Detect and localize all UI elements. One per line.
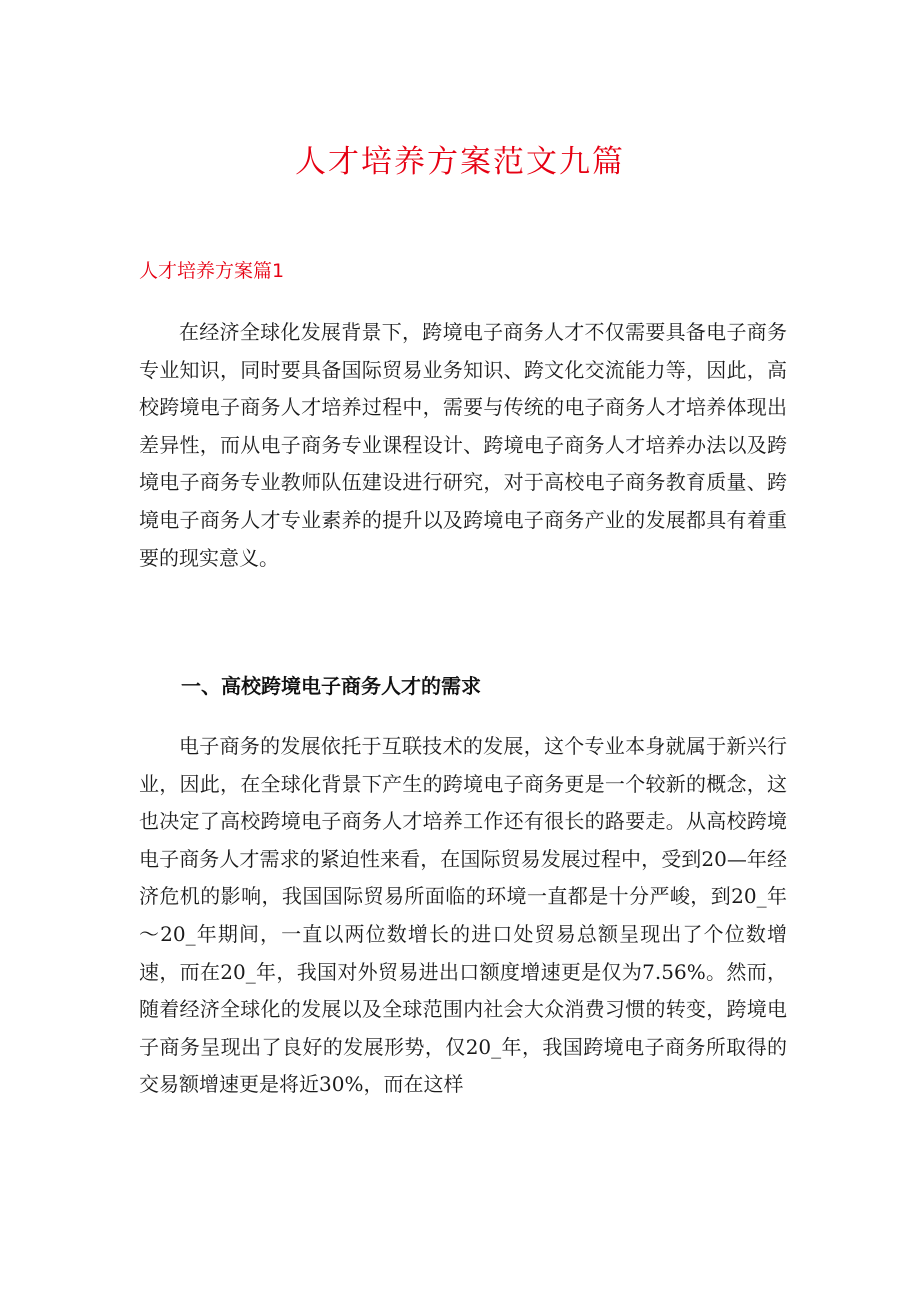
body-paragraph-demand: 电子商务的发展依托于互联技术的发展，这个专业本身就属于新兴行业，因此，在全球化背景下产生的跨境电子商务更是一个较新的概念，这也决定了高校跨境电子商务人才培养工作还有很长的路要走。从高校跨境电子商务人才需求的紧迫性来看，在国际贸易发展过程中，受到20—年经济危机的影响，我国国际贸易所面临的环境一直都是十分严峻，到20_年～20_年期间，一直以两位数增长的进口处贸易总额呈现出了个位数增速，而在20_年，我国对外贸易进出口额度增速更是仅为7.56%。然而，随着经济全球化的发展以及全球范围内社会大众消费习惯的转变，跨境电子商务呈现出了良好的发展形势，仅20_年，我国跨境电子商务所取得的交易额增速更是将近30%，而在这样 [139,734,787,1097]
section-heading: 人才培养方案篇1 [139,260,285,282]
body-paragraph-intro: 在经济全球化发展背景下，跨境电子商务人才不仅需要具备电子商务专业知识，同时要具备国际贸易业务知识、跨文化交流能力等，因此，高校跨境电子商务人才培养过程中，需要与传统的电子商务人才培养体现出差异性，而从电子商务专业课程设计、跨境电子商务人才培养办法以及跨境电子商务专业教师队伍建设进行研究，对于高校电子商务教育质量、跨境电子商务人才专业素养的提升以及跨境电子商务产业的发展都具有着重要的现实意义。 [139,320,787,570]
subheading-talent-demand: 一、高校跨境电子商务人才的需求 [181,674,481,698]
document-title: 人才培养方案范文九篇 [295,144,625,180]
